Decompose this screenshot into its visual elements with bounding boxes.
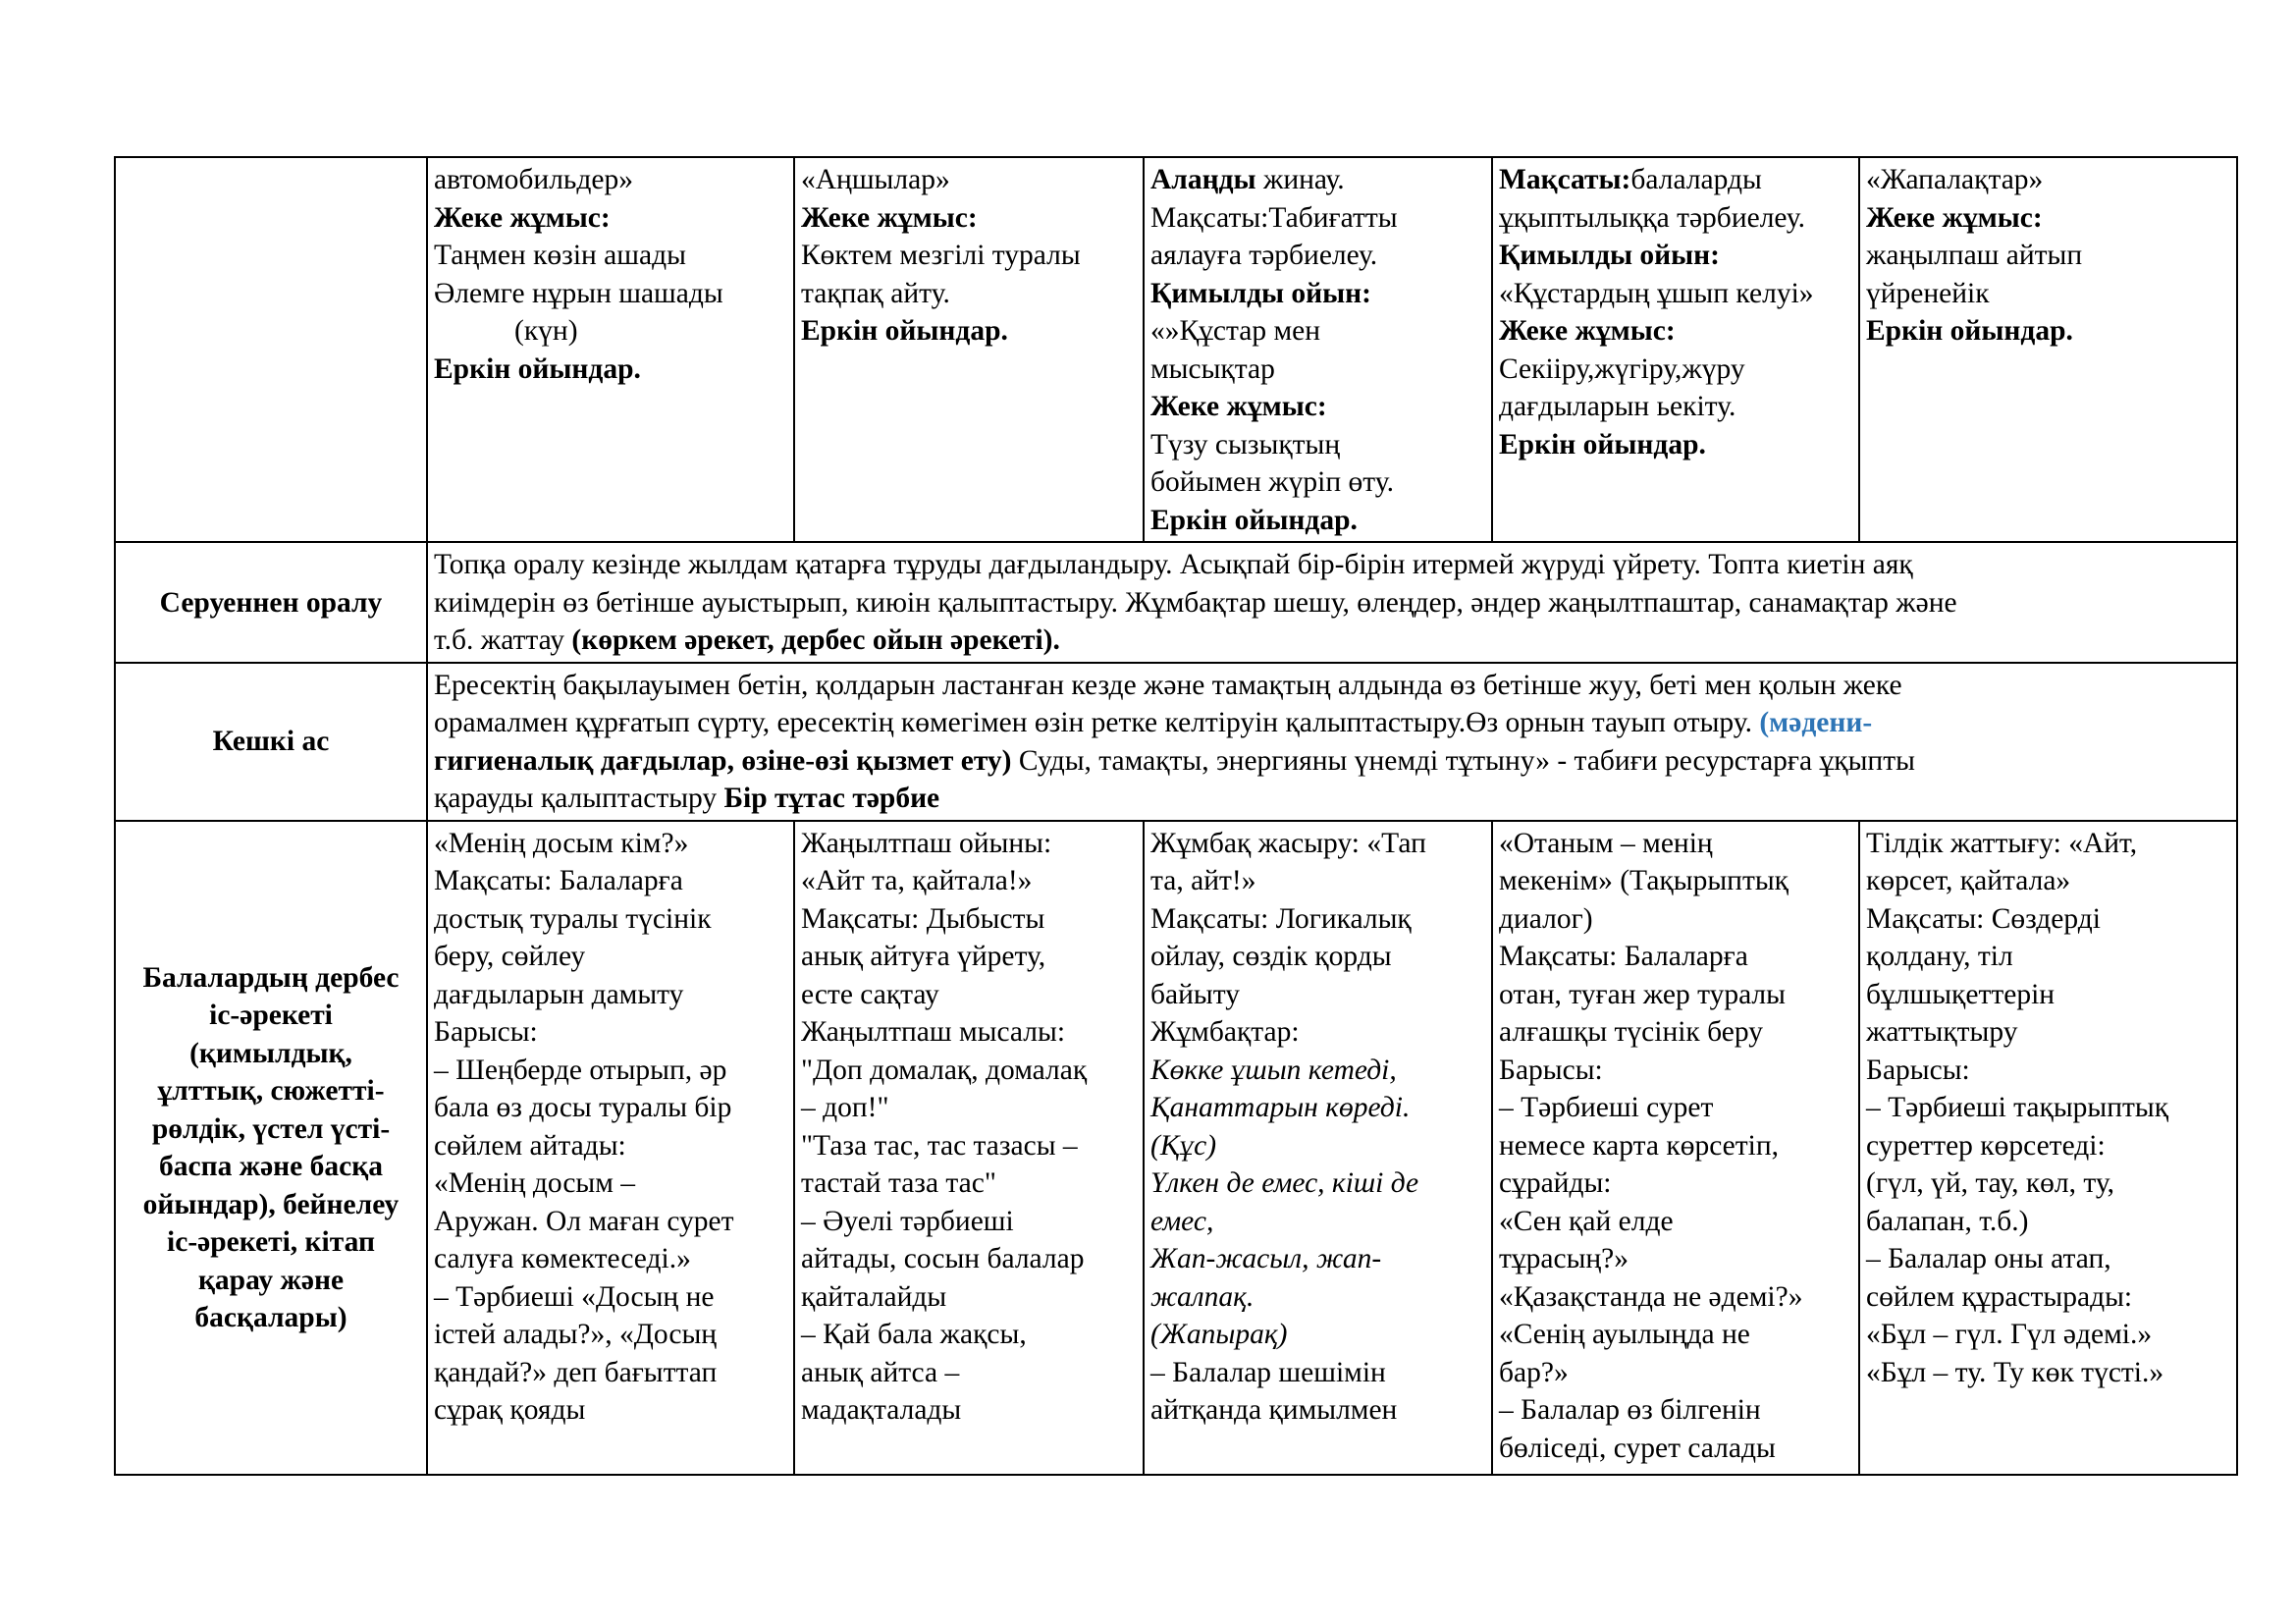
text-fragment: Алаңды [1150, 164, 1256, 195]
text-line: алғашқы түсінік беру [1499, 1016, 1763, 1048]
text-line: «Сен қай елде [1499, 1205, 1674, 1237]
text-line: аялауға тәрбиелеу. [1150, 240, 1378, 271]
text-line: "Доп домалақ, домалақ [801, 1054, 1088, 1086]
text-line: Мақсаты: Балаларға [1499, 941, 1748, 972]
text-line: Мақсаты: Балаларға [434, 865, 683, 896]
text-line: Мақсаты: Дыбысты [801, 902, 1045, 935]
text-line: емес, [1150, 1205, 1214, 1237]
text-fragment: қарауды қалыптастыру [434, 783, 724, 814]
text-line: «Бұл – ту. Ту көк түсті.» [1866, 1356, 2164, 1388]
text-line: (Құс) [1150, 1129, 1217, 1162]
text-line: байыту [1150, 978, 1240, 1010]
text-line: дағдыларын ьекіту. [1499, 391, 1736, 422]
plan-table [114, 156, 2238, 1476]
text-line: балапан, т.б.) [1866, 1205, 2029, 1237]
text-line: бар?» [1499, 1356, 1569, 1388]
text-line: істей алады?», «Досың [434, 1319, 718, 1350]
text-line: Әлемге нұрын шашады [434, 277, 723, 309]
text-fragment: Суды, тамақты, энергияны үнемді тұтыну» - табиғи ресурстарға ұқыпты [1011, 744, 1915, 777]
text-line: Түзу сызықтың [1150, 428, 1341, 460]
text-line: анық айтуға үйрету, [801, 941, 1046, 972]
activity-cell-thu [1492, 821, 1859, 1475]
text-fragment: жинау. [1255, 164, 1345, 195]
walk-cell-tue [794, 157, 1144, 542]
text-line: "Таза тас, тас тазасы – [801, 1129, 1078, 1162]
table-row-dinner [115, 663, 2237, 821]
text-line: Мақсаты:Табиғатты [1150, 201, 1398, 234]
text-line: Жеке жұмыс: [801, 201, 978, 234]
text-line: Жұмбақтар: [1150, 1016, 1300, 1048]
text-fragment: (мәдени- [1759, 707, 1873, 738]
text-line: мекенім» (Тақырыптық [1499, 865, 1789, 896]
text-line: мысықтар [1150, 352, 1275, 385]
dinner-cell [427, 663, 2237, 821]
text-line [1150, 161, 1485, 199]
text-line: (гүл, үй, тау, көл, ту, [1866, 1167, 2115, 1199]
text-line: – доп!" [801, 1092, 889, 1123]
text-line: – Әуелі тәрбиеші [801, 1205, 1014, 1237]
text-line: сөйлем айтады: [434, 1129, 626, 1162]
text-line: отан, туған жер туралы [1499, 978, 1786, 1010]
table-row-activity [115, 821, 2237, 1475]
text-fragment: (көркем әрекет, дербес ойын әрекеті). [571, 624, 1060, 656]
text-line: Қимылды ойын: [1150, 277, 1371, 309]
text-line: тастай таза тас" [801, 1167, 996, 1199]
walk-cell-mon [427, 157, 794, 542]
text-line: Жұмбақ жасыру: «Тап [1150, 827, 1426, 859]
text-line [434, 780, 2230, 818]
text-line: салуға көмектеседі.» [434, 1243, 691, 1274]
text-line: «Құстардың ұшып келуі» [1499, 277, 1814, 309]
text-line [434, 742, 2230, 781]
text-line: Ересектің бақылауымен бетін, қолдарын ластанған кезде және тамақтың алдында өз бетінше жуу, беті мен қолын жеке [434, 669, 1902, 701]
text-line: Жап-жасыл, жап- [1150, 1243, 1382, 1274]
label-line: ұлттық, сюжетті- [157, 1075, 385, 1107]
text-line: «Менің досым – [434, 1167, 636, 1199]
label-line: (қимылдық, [189, 1037, 352, 1069]
text-line: Мақсаты: Сөздерді [1866, 902, 2101, 935]
text-line: Үлкен де емес, кіші де [1150, 1167, 1419, 1199]
text-line: Таңмен көзін ашады [434, 240, 686, 271]
text-line: сұрақ қояды [434, 1394, 586, 1426]
text-line: Еркін ойындар. [1866, 315, 2073, 347]
text-line: Еркін ойындар. [801, 315, 1008, 347]
text-line: жаттықтыру [1866, 1016, 2018, 1048]
text-line: ұқыптылыққа тәрбиелеу. [1499, 201, 1805, 234]
text-fragment: Бір тұтас тәрбие [723, 783, 940, 814]
text-line: бойымен жүріп өту. [1150, 466, 1394, 498]
activity-cell-tue [794, 821, 1144, 1475]
text-line: (күн) [514, 315, 578, 347]
text-line: есте сақтау [801, 978, 939, 1010]
text-line: Мақсаты: Логикалық [1150, 902, 1412, 935]
text-line: жалпақ. [1150, 1280, 1255, 1313]
text-line: Көктем мезгілі туралы [801, 240, 1081, 271]
text-line: сөйлем құрастырады: [1866, 1280, 2133, 1313]
row-label-dinner: Кешкі ас [115, 663, 427, 821]
text-line: беру, сөйлеу [434, 941, 586, 972]
label-line: басқалары) [194, 1302, 347, 1333]
text-line: Барысы: [1866, 1054, 1970, 1086]
text-line [1499, 161, 1852, 199]
text-line: дағдыларын дамыту [434, 978, 684, 1010]
text-line: Топқа оралу кезінде жылдам қатарға тұруды дағдыландыру. Асықпай бір-бірін итермей жүруді үйрету. Топта киетін аяқ [434, 549, 1913, 580]
text-line: – Балалар өз білгенін [1499, 1394, 1761, 1426]
activity-cell-wed [1144, 821, 1492, 1475]
text-line: Барысы: [1499, 1054, 1603, 1086]
text-line: «Сенің ауылыңда не [1499, 1319, 1750, 1350]
text-line: айтқанда қимылмен [1150, 1394, 1398, 1426]
text-line: көрсет, қайтала» [1866, 865, 2071, 896]
text-line: киімдерін өз бетінше ауыстырып, киюін қалыптастыру. Жұмбақтар шешу, өлеңдер, әндер жаңылтпаштар, санамақтар және [434, 586, 1957, 619]
text-line: Тілдік жаттығу: «Айт, [1866, 827, 2138, 859]
text-line: – Шеңберде отырып, әр [434, 1054, 727, 1086]
text-line: «Айт та, қайтала!» [801, 865, 1033, 896]
text-line: автомобильдер» [434, 164, 633, 195]
text-line: немесе карта көрсетіп, [1499, 1129, 1779, 1162]
text-line: сұрайды: [1499, 1167, 1612, 1199]
text-line: тақпақ айту. [801, 277, 950, 309]
text-fragment: т.б. жаттау [434, 624, 572, 656]
text-line: айтады, сосын балалар [801, 1243, 1085, 1274]
text-line: қайталайды [801, 1280, 947, 1313]
label-line: ойындар), бейнелеу [142, 1188, 400, 1220]
text-line: Еркін ойындар. [434, 352, 641, 385]
text-fragment: гигиеналық дағдылар, өзіне-өзі қызмет ету) [434, 744, 1012, 777]
text-line: бұлшықеттерін [1866, 978, 2056, 1010]
label-line: баспа және басқа [158, 1151, 383, 1182]
text-line: та, айт!» [1150, 865, 1256, 896]
text-line: қолдану, тіл [1866, 941, 2013, 972]
text-line: жаңылпаш айтып [1866, 240, 2083, 271]
label-line: іс-әрекеті, кітап [167, 1226, 375, 1258]
text-line: диалог) [1499, 902, 1593, 935]
text-line: – Қай бала жақсы, [801, 1319, 1027, 1350]
text-line: – Балалар оны атап, [1866, 1243, 2111, 1274]
text-fragment: балаларды [1630, 164, 1762, 195]
text-line: Еркін ойындар. [1499, 428, 1706, 460]
text-line: Секііру,жүгіру,жүру [1499, 352, 1745, 385]
text-line: Аружан. Ол маған сурет [434, 1205, 734, 1237]
walk-cell-wed [1144, 157, 1492, 542]
return-cell [427, 542, 2237, 663]
walk-cell-thu [1492, 157, 1859, 542]
text-line: бала өз досы туралы бір [434, 1092, 732, 1123]
walk-cell-fri [1859, 157, 2237, 542]
text-line: Жеке жұмыс: [434, 201, 611, 234]
text-line: бөліседі, сурет салады [1499, 1432, 1776, 1464]
text-line: – Тәрбиеші тақырыптық [1866, 1092, 2169, 1123]
activity-cell-mon [427, 821, 794, 1475]
text-line [434, 622, 2230, 660]
text-line: «Отаным – менің [1499, 827, 1713, 859]
label-line: рөлдік, үстел үсті- [151, 1112, 391, 1145]
text-line: Жаңылтпаш ойыны: [801, 827, 1052, 859]
text-line: қандай?» деп бағыттап [434, 1356, 718, 1388]
text-line [434, 704, 2230, 742]
text-line: Жеке жұмыс: [1499, 315, 1676, 347]
text-line: «»Құстар мен [1150, 315, 1321, 347]
text-line: достық туралы түсінік [434, 902, 712, 935]
text-line: Еркін ойындар. [1150, 504, 1358, 536]
row-label-activity [115, 821, 427, 1475]
text-line: Барысы: [434, 1016, 538, 1048]
text-line: – Тәрбиеші «Досың не [434, 1280, 715, 1313]
text-line: «Аңшылар» [801, 164, 950, 195]
label-line: қарау және [197, 1264, 345, 1296]
text-line: суреттер көрсетеді: [1866, 1129, 2106, 1162]
text-line: – Тәрбиеші сурет [1499, 1092, 1714, 1123]
text-line: анық айтса – [801, 1356, 960, 1388]
text-line: Жаңылтпаш мысалы: [801, 1016, 1066, 1048]
text-line: «Жапалақтар» [1866, 164, 2044, 195]
text-line: Жеке жұмыс: [1866, 201, 2043, 234]
text-fragment: Мақсаты: [1499, 164, 1631, 195]
row-label-empty [115, 157, 427, 542]
text-line: тұрасың?» [1499, 1243, 1629, 1274]
text-line: мадақталады [801, 1394, 962, 1426]
label-line: Балалардың дербес [142, 961, 400, 994]
text-line: Көкке ұшып кетеді, [1150, 1054, 1397, 1086]
table-row-return [115, 542, 2237, 663]
row-label-return: Серуеннен оралу [115, 542, 427, 663]
text-line: үйренейік [1866, 277, 1990, 309]
table-row-walk [115, 157, 2237, 542]
text-line: Қимылды ойын: [1499, 240, 1720, 271]
label-line: іс-әрекеті [209, 1000, 333, 1031]
activity-cell-fri [1859, 821, 2237, 1475]
text-line: Жеке жұмыс: [1150, 391, 1327, 422]
text-line: Қанаттарын көреді. [1150, 1092, 1411, 1123]
text-line: «Бұл – гүл. Гүл әдемі.» [1866, 1319, 2153, 1350]
text-line: (Жапырақ) [1150, 1319, 1288, 1350]
text-line: ойлау, сөздік қорды [1150, 941, 1392, 972]
text-line: «Менің досым кім?» [434, 827, 689, 859]
text-fragment: орамалмен құрғатып сүрту, ересектің көмегімен өзін ретке келтіруін қалыптастыру.Өз орнын тауып отыру. [434, 707, 1760, 738]
text-line: – Балалар шешімін [1150, 1356, 1386, 1388]
text-line: «Қазақстанда не әдемі?» [1499, 1280, 1803, 1313]
